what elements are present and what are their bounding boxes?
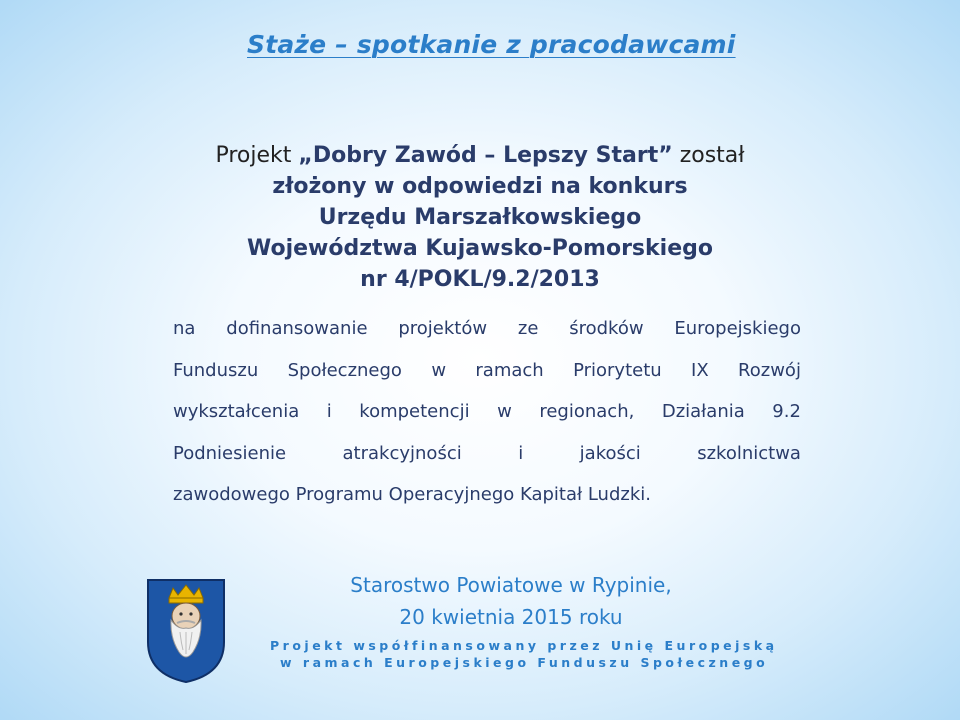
project-suffix: został [672, 143, 745, 168]
funding-line-2: w ramach Europejskiego Funduszu Społecznego [280, 655, 769, 670]
slide-title: Staże – spotkanie z pracodawcami [247, 30, 736, 59]
body-word: i [518, 442, 524, 464]
project-heading-line-4: Województwa Kujawsko-Pomorskiego [247, 236, 713, 261]
body-word: i [326, 401, 332, 423]
footer-funding [270, 637, 778, 671]
body-word: Europejskiego [674, 318, 801, 340]
body-row-4 [173, 433, 801, 475]
body-word: szkolnictwa [697, 442, 801, 464]
project-heading-line-1 [150, 140, 810, 171]
body-word: jakości [579, 442, 641, 464]
crest-crown-band [169, 598, 203, 603]
body-word: 9.2 [772, 401, 801, 423]
coat-of-arms-icon [144, 576, 228, 686]
body-word: Funduszu [173, 359, 259, 381]
body-word: Rozwój [738, 359, 801, 381]
body-word: Działania [661, 401, 745, 423]
crest-eye-right [189, 612, 192, 615]
footer-date: 20 kwietnia 2015 roku [399, 605, 623, 629]
body-word: Priorytetu [573, 359, 662, 381]
body-word: regionach, [539, 401, 635, 423]
body-row-1 [173, 308, 801, 350]
body-word: kompetencji [359, 401, 470, 423]
body-word: ze [517, 318, 539, 340]
body-row-5 [173, 474, 801, 516]
body-word: środków [569, 318, 644, 340]
body-row-2 [173, 350, 801, 392]
body-word: Podniesienie [173, 442, 287, 464]
body-word: projektów [398, 318, 488, 340]
body-paragraph [173, 308, 801, 516]
body-word: IX [691, 359, 709, 381]
project-name: „Dobry Zawód – Lepszy Start” [298, 143, 673, 168]
crest-eye-left [179, 612, 182, 615]
body-word: ramach [475, 359, 544, 381]
body-last-line: zawodowego Programu Operacyjnego Kapitał Ludzki. [173, 484, 651, 506]
project-heading-line-2: złożony w odpowiedzi na konkurs [272, 174, 688, 199]
body-word: w [497, 401, 512, 423]
body-word: wykształcenia [173, 401, 300, 423]
footer-place: Starostwo Powiatowe w Rypinie, [350, 573, 672, 597]
project-heading [150, 140, 810, 295]
body-word: dofinansowanie [226, 318, 368, 340]
body-row-3 [173, 391, 801, 433]
body-word: w [431, 359, 447, 381]
funding-line-1: Projekt współfinansowany przez Unię Europejską [270, 638, 778, 653]
competition-number: nr 4/POKL/9.2/2013 [360, 267, 600, 292]
body-word: atrakcyjności [342, 442, 462, 464]
body-word: Społecznego [287, 359, 402, 381]
project-heading-line-3: Urzędu Marszałkowskiego [318, 205, 642, 230]
project-prefix: Projekt [215, 143, 299, 168]
body-word: na [173, 318, 196, 340]
